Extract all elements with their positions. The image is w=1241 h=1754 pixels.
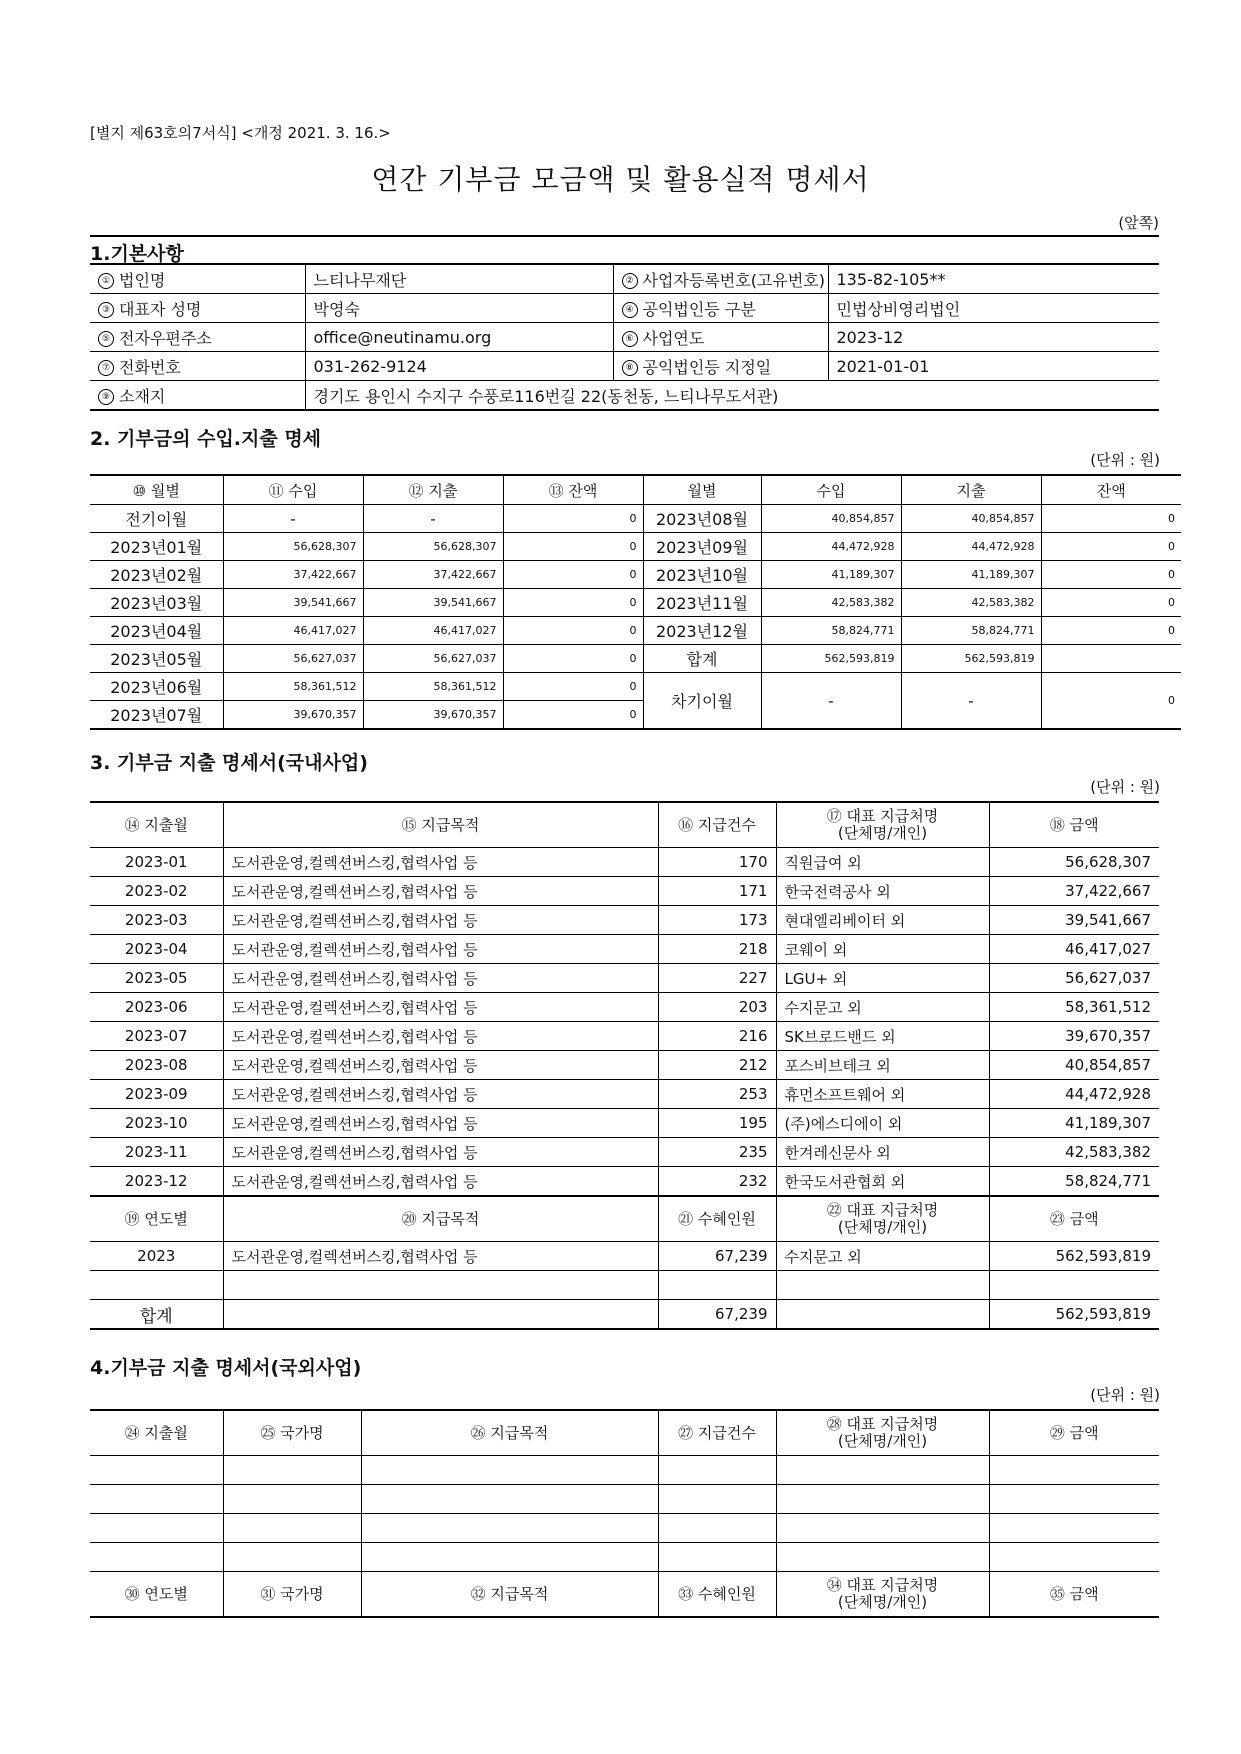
total-row [90, 1300, 1159, 1330]
income-cell: 44,472,928 [761, 533, 901, 561]
header-line: ⑰ 대표 지급처명 [826, 807, 939, 825]
field-label [613, 294, 828, 323]
field-value: office@neutinamu.org [305, 323, 613, 352]
expense-cell: 41,189,307 [901, 561, 1041, 589]
column-header: ⑱ 금액 [989, 802, 1159, 848]
month-cell: 2023-04 [90, 935, 223, 964]
payee-cell: 직원급여 외 [776, 848, 989, 877]
count-cell: 232 [658, 1167, 776, 1197]
month-cell: 2023년05월 [90, 645, 223, 673]
item-number-mark: ⑥ [622, 331, 638, 347]
column-header: ⑭ 지출월 [90, 802, 223, 848]
basic-info-row [90, 294, 1159, 323]
field-label [90, 352, 305, 381]
month-cell: 2023년02월 [90, 561, 223, 589]
income-cell: - [223, 505, 363, 533]
payee-cell: 휴먼소프트웨어 외 [776, 1080, 989, 1109]
income-cell: 39,670,357 [223, 701, 363, 730]
month-cell: 2023-10 [90, 1109, 223, 1138]
balance-cell: 0 [503, 505, 643, 533]
payee-cell: LGU+ 외 [776, 964, 989, 993]
header-row [90, 475, 1181, 505]
empty-cell [776, 1485, 989, 1514]
column-header: 수입 [761, 475, 901, 505]
balance-cell: 0 [503, 561, 643, 589]
count-cell: 227 [658, 964, 776, 993]
field-label-text: 전화번호 [119, 357, 181, 377]
month-cell: 2023-12 [90, 1167, 223, 1197]
field-value: 2021-01-01 [828, 352, 1159, 381]
income-cell: 58,361,512 [223, 673, 363, 701]
field-value: 031-262-9124 [305, 352, 613, 381]
year-cell: 2023 [90, 1242, 223, 1271]
empty-cell [658, 1543, 776, 1572]
empty-cell [361, 1543, 658, 1572]
item-number-mark: ④ [622, 302, 638, 318]
balance-cell [1041, 645, 1181, 673]
purpose-cell: 도서관운영,컬렉션버스킹,협력사업 등 [223, 877, 658, 906]
empty-cell [989, 1543, 1159, 1572]
income-cell: 37,422,667 [223, 561, 363, 589]
empty-cell [90, 1514, 223, 1543]
expense-row [90, 993, 1159, 1022]
header-line: ㉒ 대표 지급처명 [826, 1201, 939, 1219]
total-label: 합계 [90, 1300, 223, 1330]
expense-row [90, 877, 1159, 906]
item-number-mark: ① [98, 273, 114, 289]
basic-info-row [90, 323, 1159, 352]
basic-info-row [90, 352, 1159, 381]
amount-cell: 37,422,667 [989, 877, 1159, 906]
section4-unit: (단위 : 원) [1090, 1386, 1160, 1404]
balance-cell: 0 [1041, 533, 1181, 561]
purpose-cell: 도서관운영,컬렉션버스킹,협력사업 등 [223, 1022, 658, 1051]
amount-cell: 58,824,771 [989, 1167, 1159, 1197]
month-cell: 2023-07 [90, 1022, 223, 1051]
column-header [776, 802, 989, 848]
column-header [776, 1196, 989, 1242]
empty-cell [776, 1456, 989, 1485]
payee-cell: 수지문고 외 [776, 1242, 989, 1271]
income-cell: 40,854,857 [761, 505, 901, 533]
balance-cell: 0 [1041, 589, 1181, 617]
header-line: (단체명/개인) [837, 1432, 928, 1450]
purpose-cell: 도서관운영,컬렉션버스킹,협력사업 등 [223, 1109, 658, 1138]
empty-cell [776, 1300, 989, 1330]
amount-cell: 39,670,357 [989, 1022, 1159, 1051]
expense-row [90, 848, 1159, 877]
month-cell: 합계 [643, 645, 761, 673]
form-number: [별지 제63호의7서식] <개정 2021. 3. 16.> [90, 124, 391, 142]
month-row [90, 617, 1181, 645]
expense-row [90, 1080, 1159, 1109]
expense-row [90, 906, 1159, 935]
expense-row [90, 1138, 1159, 1167]
month-cell: 2023-09 [90, 1080, 223, 1109]
expense-row [90, 1022, 1159, 1051]
column-header: ㉜ 지급목적 [361, 1572, 658, 1618]
header-row [90, 1410, 1159, 1456]
section1-top-rule [90, 235, 1159, 237]
income-cell: 58,824,771 [761, 617, 901, 645]
month-cell: 2023-01 [90, 848, 223, 877]
income-cell: 562,593,819 [761, 645, 901, 673]
column-header: ㉛ 국가명 [223, 1572, 361, 1618]
expense-cell: 40,854,857 [901, 505, 1041, 533]
month-row [90, 505, 1181, 533]
item-number-mark: ⑧ [622, 360, 638, 376]
empty-row [90, 1456, 1159, 1485]
overseas-expense-table [90, 1409, 1159, 1618]
balance-cell: 0 [503, 673, 643, 701]
expense-row [90, 935, 1159, 964]
empty-cell [776, 1271, 989, 1300]
count-cell: 195 [658, 1109, 776, 1138]
expense-cell: 39,541,667 [363, 589, 503, 617]
field-label [90, 294, 305, 323]
month-cell: 2023-03 [90, 906, 223, 935]
empty-cell [361, 1456, 658, 1485]
empty-cell [223, 1485, 361, 1514]
amount-cell: 41,189,307 [989, 1109, 1159, 1138]
address-row [90, 381, 1159, 411]
basic-info-row [90, 264, 1159, 294]
header-row [90, 802, 1159, 848]
amount-cell: 562,593,819 [989, 1242, 1159, 1271]
column-header: ㉑ 수혜인원 [658, 1196, 776, 1242]
payee-cell: 한국도서관협회 외 [776, 1167, 989, 1197]
field-value: 민법상비영리법인 [828, 294, 1159, 323]
carry-over-income: - [761, 673, 901, 730]
month-cell: 2023년06월 [90, 673, 223, 701]
expense-cell: 46,417,027 [363, 617, 503, 645]
column-header: 월별 [643, 475, 761, 505]
payee-cell: 수지문고 외 [776, 993, 989, 1022]
column-header: ㉚ 연도별 [90, 1572, 223, 1618]
purpose-cell: 도서관운영,컬렉션버스킹,협력사업 등 [223, 964, 658, 993]
balance-cell: 0 [503, 701, 643, 730]
field-label-text: 공익법인등 구분 [642, 299, 756, 319]
purpose-cell: 도서관운영,컬렉션버스킹,협력사업 등 [223, 1051, 658, 1080]
payee-cell: 현대엘리베이터 외 [776, 906, 989, 935]
empty-cell [223, 1271, 658, 1300]
section3-unit: (단위 : 원) [1090, 778, 1160, 796]
expense-cell: 56,627,037 [363, 645, 503, 673]
empty-cell [989, 1456, 1159, 1485]
month-cell: 2023년12월 [643, 617, 761, 645]
column-header: ㉗ 지급건수 [658, 1410, 776, 1456]
income-expense-table [90, 474, 1181, 730]
amount-cell: 56,628,307 [989, 848, 1159, 877]
income-cell: 46,417,027 [223, 617, 363, 645]
income-cell: 42,583,382 [761, 589, 901, 617]
field-label [613, 352, 828, 381]
header-row [90, 1572, 1159, 1618]
field-label-text: 사업연도 [642, 328, 705, 348]
column-header: ⑬ 잔액 [503, 475, 643, 505]
payee-cell: 한국전력공사 외 [776, 877, 989, 906]
expense-cell: 37,422,667 [363, 561, 503, 589]
count-cell: 173 [658, 906, 776, 935]
amount-cell: 46,417,027 [989, 935, 1159, 964]
expense-cell: 58,824,771 [901, 617, 1041, 645]
column-header: ㉟ 금액 [989, 1572, 1159, 1618]
column-header: ⑫ 지출 [363, 475, 503, 505]
month-cell: 2023년03월 [90, 589, 223, 617]
payee-cell: SK브로드밴드 외 [776, 1022, 989, 1051]
income-cell: 56,628,307 [223, 533, 363, 561]
month-cell: 2023-06 [90, 993, 223, 1022]
field-label-text: 법인명 [119, 270, 166, 290]
column-header: ㉓ 금액 [989, 1196, 1159, 1242]
count-cell: 253 [658, 1080, 776, 1109]
purpose-cell: 도서관운영,컬렉션버스킹,협력사업 등 [223, 906, 658, 935]
expense-row [90, 1109, 1159, 1138]
item-number-mark: ③ [98, 302, 114, 318]
field-label [613, 323, 828, 352]
section3-title: 3. 기부금 지출 명세서(국내사업) [90, 752, 368, 774]
item-number-mark: ⑤ [98, 331, 114, 347]
empty-row [90, 1543, 1159, 1572]
amount-cell: 40,854,857 [989, 1051, 1159, 1080]
column-header: ⑮ 지급목적 [223, 802, 658, 848]
empty-row [90, 1514, 1159, 1543]
field-label [90, 264, 305, 294]
item-number-mark: ⑨ [98, 389, 114, 405]
amount-cell: 44,472,928 [989, 1080, 1159, 1109]
empty-cell [989, 1514, 1159, 1543]
field-label-text: 대표자 성명 [119, 299, 202, 319]
month-cell: 2023년07월 [90, 701, 223, 730]
carry-over-balance: 0 [1041, 673, 1181, 730]
empty-cell [776, 1543, 989, 1572]
empty-cell [90, 1271, 223, 1300]
expense-cell: 562,593,819 [901, 645, 1041, 673]
expense-cell: - [363, 505, 503, 533]
month-row [90, 561, 1181, 589]
amount-cell: 39,541,667 [989, 906, 1159, 935]
income-cell: 39,541,667 [223, 589, 363, 617]
section2-title: 2. 기부금의 수입.지출 명세 [90, 428, 322, 450]
amount-cell: 42,583,382 [989, 1138, 1159, 1167]
column-header: ㉝ 수혜인원 [658, 1572, 776, 1618]
section4-title: 4.기부금 지출 명세서(국외사업) [90, 1357, 362, 1379]
yearly-row [90, 1242, 1159, 1271]
empty-row [90, 1485, 1159, 1514]
payee-cell: 한겨레신문사 외 [776, 1138, 989, 1167]
balance-cell: 0 [503, 589, 643, 617]
header-line: (단체명/개인) [837, 1593, 928, 1611]
column-header [776, 1572, 989, 1618]
empty-cell [989, 1271, 1159, 1300]
address-value: 경기도 용인시 수지구 수풍로116번길 22(동천동, 느티나무도서관) [305, 381, 1159, 411]
beneficiary-count-cell: 67,239 [658, 1242, 776, 1271]
empty-cell [223, 1456, 361, 1485]
carry-over-month: 차기이월 [643, 673, 761, 730]
carry-over-expense: - [901, 673, 1041, 730]
field-value: 135-82-105** [828, 264, 1159, 294]
month-cell: 2023년09월 [643, 533, 761, 561]
expense-row [90, 964, 1159, 993]
column-header: ㉔ 지출월 [90, 1410, 223, 1456]
expense-cell: 56,628,307 [363, 533, 503, 561]
count-cell: 171 [658, 877, 776, 906]
item-number-mark: ② [622, 273, 638, 289]
month-cell: 2023년01월 [90, 533, 223, 561]
month-cell: 2023년08월 [643, 505, 761, 533]
balance-cell: 0 [1041, 561, 1181, 589]
item-number-mark: ⑦ [98, 360, 114, 376]
month-row [90, 645, 1181, 673]
empty-cell [361, 1485, 658, 1514]
header-line: ㉘ 대표 지급처명 [826, 1415, 939, 1433]
month-row [90, 533, 1181, 561]
empty-cell [658, 1271, 776, 1300]
purpose-cell: 도서관운영,컬렉션버스킹,협력사업 등 [223, 1167, 658, 1197]
document-title: 연간 기부금 모금액 및 활용실적 명세서 [371, 163, 870, 196]
empty-cell [658, 1514, 776, 1543]
month-cell: 전기이월 [90, 505, 223, 533]
month-cell: 2023-05 [90, 964, 223, 993]
purpose-cell: 도서관운영,컬렉션버스킹,협력사업 등 [223, 1080, 658, 1109]
count-cell: 235 [658, 1138, 776, 1167]
purpose-cell: 도서관운영,컬렉션버스킹,협력사업 등 [223, 1242, 658, 1271]
total-amount: 562,593,819 [989, 1300, 1159, 1330]
column-header: ㉕ 국가명 [223, 1410, 361, 1456]
field-label-text: 소재지 [119, 386, 166, 406]
empty-cell [223, 1543, 361, 1572]
header-line: (단체명/개인) [837, 824, 928, 842]
empty-cell [90, 1543, 223, 1572]
balance-cell: 0 [1041, 617, 1181, 645]
column-header: ⑲ 연도별 [90, 1196, 223, 1242]
expense-cell: 39,670,357 [363, 701, 503, 730]
field-label [613, 264, 828, 294]
purpose-cell: 도서관운영,컬렉션버스킹,협력사업 등 [223, 848, 658, 877]
count-cell: 212 [658, 1051, 776, 1080]
month-cell: 2023-11 [90, 1138, 223, 1167]
field-value: 느티나무재단 [305, 264, 613, 294]
empty-cell [658, 1456, 776, 1485]
amount-cell: 56,627,037 [989, 964, 1159, 993]
basic-info-table [90, 263, 1159, 411]
expense-cell: 42,583,382 [901, 589, 1041, 617]
purpose-cell: 도서관운영,컬렉션버스킹,협력사업 등 [223, 935, 658, 964]
header-line: ㉞ 대표 지급처명 [826, 1576, 939, 1594]
empty-cell [223, 1300, 658, 1330]
field-value: 2023-12 [828, 323, 1159, 352]
field-label-text: 공익법인등 지정일 [642, 357, 772, 377]
column-header [776, 1410, 989, 1456]
empty-cell [776, 1514, 989, 1543]
field-label [90, 381, 305, 411]
count-cell: 216 [658, 1022, 776, 1051]
payee-cell: 포스비브테크 외 [776, 1051, 989, 1080]
expense-cell: 58,361,512 [363, 673, 503, 701]
column-header: 잔액 [1041, 475, 1181, 505]
month-cell: 2023년10월 [643, 561, 761, 589]
balance-cell: 0 [1041, 505, 1181, 533]
section1-title: 1.기본사항 [90, 243, 184, 265]
month-cell: 2023-08 [90, 1051, 223, 1080]
count-cell: 218 [658, 935, 776, 964]
expense-row [90, 1051, 1159, 1080]
field-label-text: 전자우편주소 [119, 328, 212, 348]
column-header: 지출 [901, 475, 1041, 505]
balance-cell: 0 [503, 533, 643, 561]
expense-row [90, 1167, 1159, 1197]
month-cell: 2023-02 [90, 877, 223, 906]
income-cell: 56,627,037 [223, 645, 363, 673]
month-cell: 2023년11월 [643, 589, 761, 617]
balance-cell: 0 [503, 645, 643, 673]
balance-cell: 0 [503, 617, 643, 645]
month-row [90, 673, 1181, 701]
column-header: ⑯ 지급건수 [658, 802, 776, 848]
field-label-text: 사업자등록번호(고유번호) [642, 270, 826, 290]
empty-cell [90, 1485, 223, 1514]
purpose-cell: 도서관운영,컬렉션버스킹,협력사업 등 [223, 1138, 658, 1167]
count-cell: 203 [658, 993, 776, 1022]
empty-cell [658, 1485, 776, 1514]
payee-cell: 코웨이 외 [776, 935, 989, 964]
column-header: ⑳ 지급목적 [223, 1196, 658, 1242]
expense-cell: 44,472,928 [901, 533, 1041, 561]
page-side-label: (앞쪽) [1118, 214, 1159, 232]
field-value: 박영숙 [305, 294, 613, 323]
empty-cell [223, 1514, 361, 1543]
field-label [90, 323, 305, 352]
section2-unit: (단위 : 원) [1090, 451, 1160, 469]
month-row [90, 589, 1181, 617]
column-header: ⑩ 월별 [90, 475, 223, 505]
amount-cell: 58,361,512 [989, 993, 1159, 1022]
count-cell: 170 [658, 848, 776, 877]
column-header: ㉖ 지급목적 [361, 1410, 658, 1456]
month-cell: 2023년04월 [90, 617, 223, 645]
empty-cell [989, 1485, 1159, 1514]
total-count: 67,239 [658, 1300, 776, 1330]
purpose-cell: 도서관운영,컬렉션버스킹,협력사업 등 [223, 993, 658, 1022]
payee-cell: (주)에스디에이 외 [776, 1109, 989, 1138]
empty-cell [90, 1456, 223, 1485]
domestic-expense-table [90, 801, 1159, 1330]
empty-row [90, 1271, 1159, 1300]
header-line: (단체명/개인) [837, 1218, 928, 1236]
column-header: ⑪ 수입 [223, 475, 363, 505]
empty-cell [361, 1514, 658, 1543]
header-row [90, 1196, 1159, 1242]
income-cell: 41,189,307 [761, 561, 901, 589]
column-header: ㉙ 금액 [989, 1410, 1159, 1456]
